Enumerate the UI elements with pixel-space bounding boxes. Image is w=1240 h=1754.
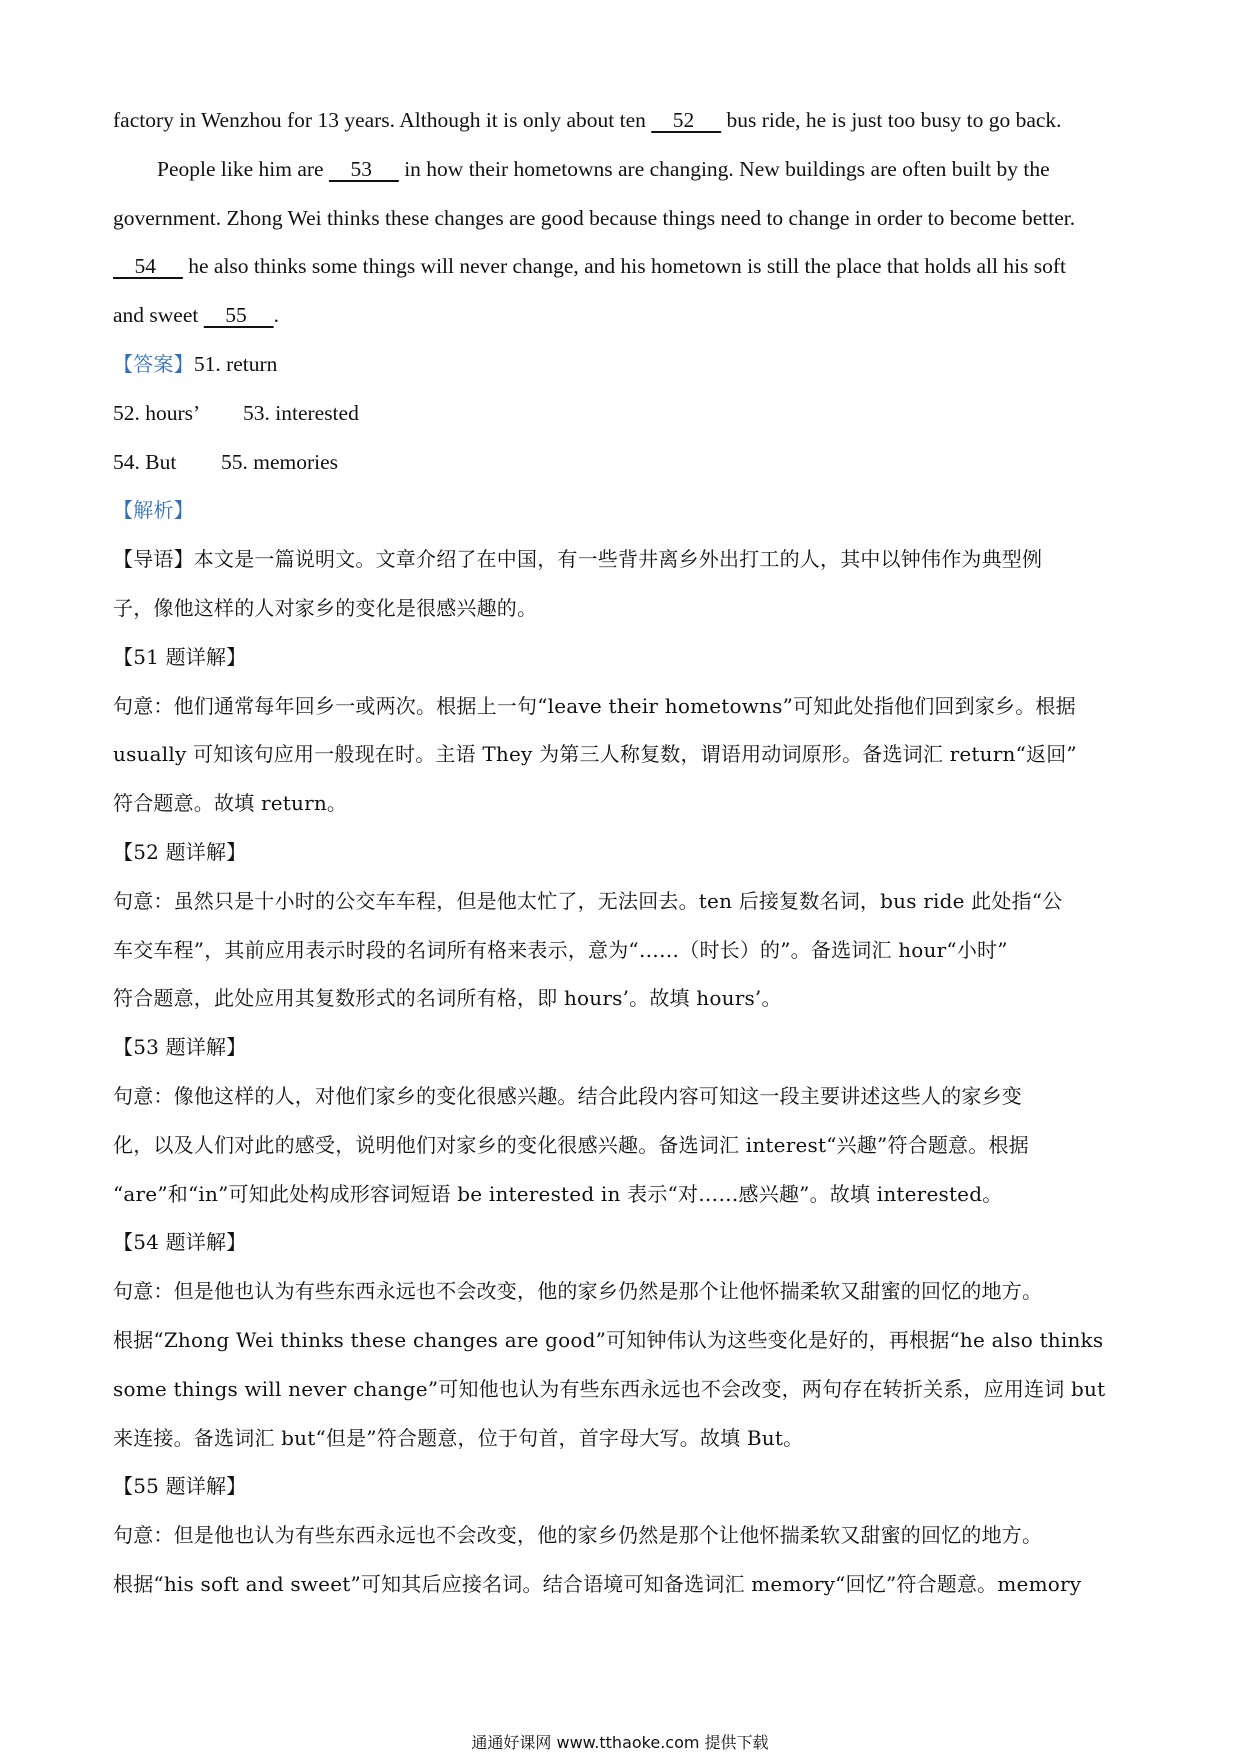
- blank-54: 54: [113, 254, 183, 279]
- answer-tag: 【答案】: [113, 351, 194, 376]
- passage-line-5: [113, 291, 1133, 340]
- passage-text: government. Zhong Wei thinks these changes are good because things need to change in order to become better.: [113, 205, 1076, 230]
- q53-line-2: 化，以及人们对此的感受，说明他们对家乡的变化很感兴趣。备选词汇 interest“兴趣”符合题意。根据: [113, 1132, 1029, 1157]
- passage-line-2: [113, 145, 1133, 194]
- passage-text: bus ride, he is just too busy to go back.: [721, 108, 1062, 132]
- q51-title: 【51 题详解】: [113, 644, 247, 669]
- q52-line-1: 句意：虽然只是十小时的公交车车程，但是他太忙了，无法回去。ten 后接复数名词，bus ride 此处指“公: [113, 888, 1063, 913]
- q54-line-2: 根据“Zhong Wei thinks these changes are good”可知钟伟认为这些变化是好的，再根据“he also thinks: [113, 1327, 1104, 1352]
- q55-title: 【55 题详解】: [113, 1474, 247, 1499]
- document-page: [113, 96, 1133, 1609]
- analysis-header: [113, 486, 1133, 535]
- passage-text: and sweet: [113, 303, 204, 328]
- q51-line-2: usually 可知该句应用一般现在时。主语 They 为第三人称复数，谓语用动词原形。备选词汇 return“返回”: [113, 742, 1077, 767]
- answer-line-1: [113, 340, 1133, 389]
- q51-line-1: 句意：他们通常每年回乡一或两次。根据上一句“leave their hometowns”可知此处指他们回到家乡。根据: [113, 693, 1076, 718]
- passage-text: factory in Wenzhou for 13 years. Although it is only about ten: [113, 108, 652, 132]
- q52-line-2: 车交车程”，其前应用表示时段的名词所有格来表示，意为“……（时长）的”。备选词汇 hour“小时”: [113, 937, 1008, 962]
- blank-53: 53: [328, 156, 399, 181]
- passage-line-3: [113, 194, 1133, 243]
- answer-53: 53. interested: [243, 400, 359, 425]
- passage-text: .: [273, 303, 279, 328]
- guide-line-1: 【导语】本文是一篇说明文。文章介绍了在中国，有一些背井离乡外出打工的人，其中以钟伟作为典型例: [113, 547, 1043, 572]
- guide-line-2: 子，像他这样的人对家乡的变化是很感兴趣的。: [113, 595, 538, 620]
- answer-line-3: [113, 438, 1133, 487]
- answer-51: 51. return: [193, 351, 278, 376]
- passage-line-1: [113, 96, 1133, 145]
- answer-52: 52. hours’: [113, 400, 201, 425]
- blank-55: 55: [203, 303, 274, 328]
- q51-line-3: 符合题意。故填 return。: [113, 791, 348, 816]
- passage-text: People like him are: [157, 156, 329, 181]
- answer-line-2: [113, 389, 1133, 438]
- q54-line-4: 来连接。备选词汇 but“但是”符合题意，位于句首，首字母大写。故填 But。: [113, 1425, 804, 1450]
- q54-line-3: some things will never change”可知他也认为有些东西永远也不会改变，两句存在转折关系，应用连词 but: [113, 1376, 1106, 1401]
- q53-title: 【53 题详解】: [113, 1035, 247, 1060]
- q53-line-3: “are”和“in”可知此处构成形容词短语 be interested in 表示“对……感兴趣”。故填 interested。: [113, 1181, 1003, 1206]
- q52-line-3: 符合题意，此处应用其复数形式的名词所有格，即 hours’。故填 hours’。: [113, 986, 782, 1011]
- q53-line-1: 句意：像他这样的人，对他们家乡的变化很感兴趣。结合此段内容可知这一段主要讲述这些人的家乡变: [113, 1083, 1022, 1108]
- answer-54: 54. But: [113, 449, 177, 474]
- page-footer: 通通好课网 www.tthaoke.com 提供下载: [471, 1733, 769, 1752]
- answer-55: 55. memories: [221, 449, 339, 474]
- passage-text: he also thinks some things will never change, and his hometown is still the place that holds all his soft: [182, 254, 1067, 279]
- q52-title: 【52 题详解】: [113, 839, 247, 864]
- q54-title: 【54 题详解】: [113, 1230, 247, 1255]
- passage-line-4: [113, 242, 1133, 291]
- q54-line-1: 句意：但是他也认为有些东西永远也不会改变，他的家乡仍然是那个让他怀揣柔软又甜蜜的回忆的地方。: [113, 1279, 1043, 1304]
- blank-52: 52: [651, 108, 722, 132]
- q55-line-2: 根据“his soft and sweet”可知其后应接名词。结合语境可知备选词汇 memory“回忆”符合题意。memory: [113, 1571, 1082, 1596]
- q55-line-1: 句意：但是他也认为有些东西永远也不会改变，他的家乡仍然是那个让他怀揣柔软又甜蜜的回忆的地方。: [113, 1523, 1043, 1548]
- analysis-tag: 【解析】: [113, 498, 194, 523]
- passage-text: in how their hometowns are changing. New buildings are often built by the: [398, 156, 1050, 181]
